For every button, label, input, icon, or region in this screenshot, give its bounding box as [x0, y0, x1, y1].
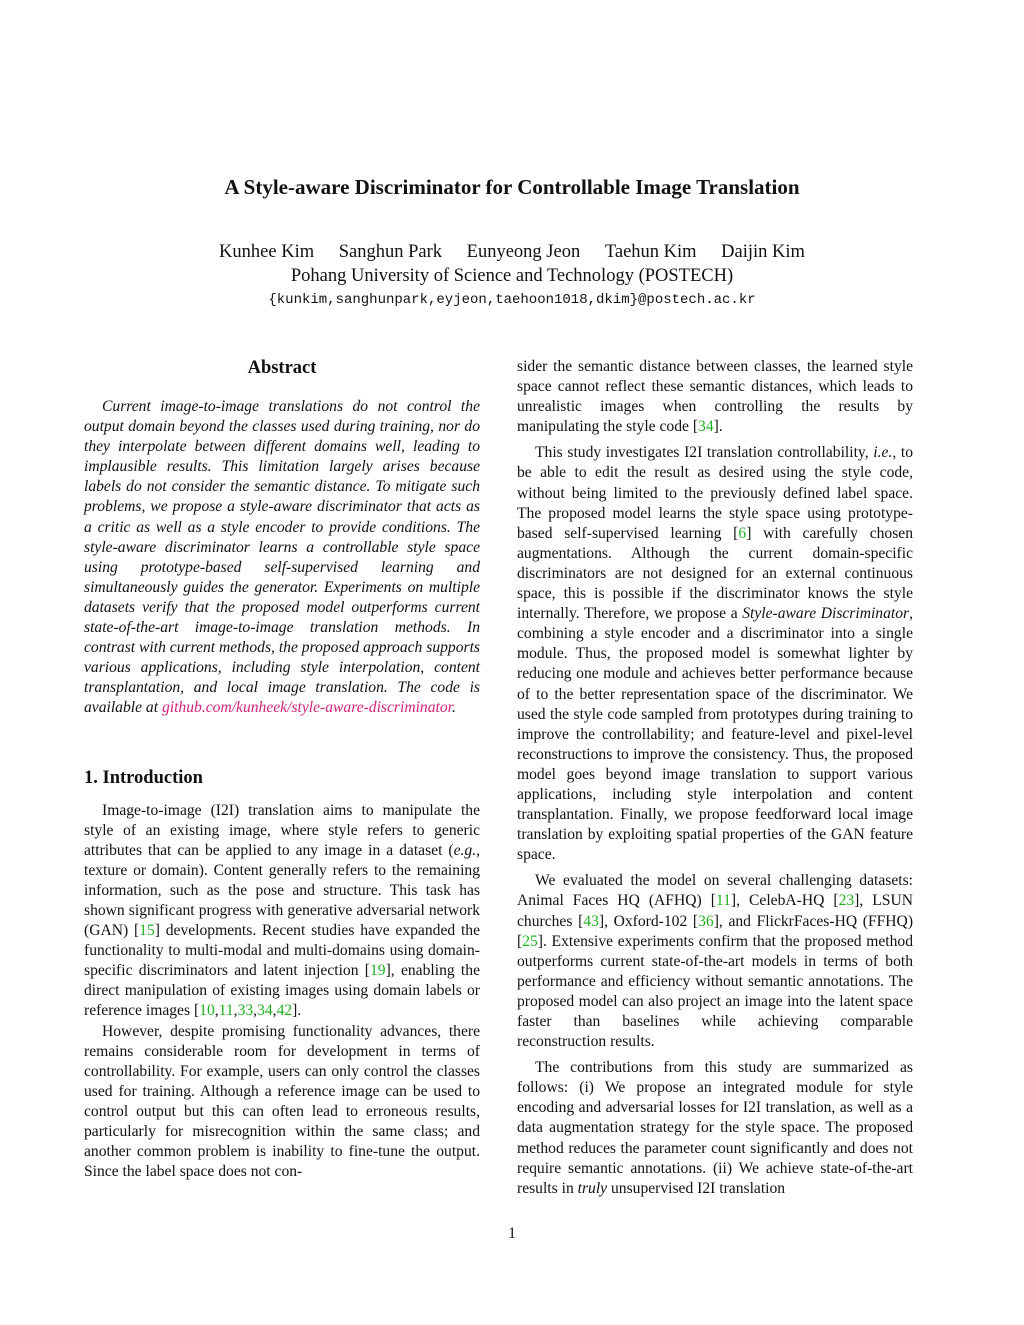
intro-paragraph-2: However, despite promising functionality advances, there remains considerable room for development in terms of controllability. For example, users can only control the classes used for training. Although a reference image can be used to control output but this can often lead to erroneous results, particularly for misrecognition within the same class; and another common problem is inability to fine-tune the output. Since the label space does not con-: [84, 1022, 480, 1181]
citation-link[interactable]: 10: [199, 1002, 215, 1020]
intro-paragraph-4: We evaluated the model on several challenging datasets: Animal Faces HQ (AFHQ) [11], CelebA-HQ [23], LSUN churches [43], Oxford-102 [36], and FlickrFaces-HQ (FFHQ) [25]. Extensive experiments confirm that the proposed method outperforms current state-of-the-art models in terms of both performance and efficiency without semantic annotations. The proposed model can also project an image into the latent space faster than baselines while achieving comparable reconstruction results.: [517, 872, 914, 1051]
citation-link[interactable]: 6: [738, 524, 747, 542]
intro-paragraph-3: This study investigates I2I translation controllability, i.e., to be able to edit the result as desired using the style code, without being limited to the previously defined label space. The proposed model learns the style space using prototype-based self-supervised learning [6] with carefully chosen augmentations. Although the current domain-specific discriminators are not designed for an external continuous space, this is possible if the discriminator knows the style internally. Therefore, we propose a Style-aware Discriminator, combining a style encoder and a discriminator into a single module. Thus, the proposed model is somewhat lighter by reducing one module and achieves better performance because of to the better representation space of the discriminator. We used the style code sampled from prototypes during training to improve the controllability; and feature-level and pixel-level reconstructions to improve the consistency. Thus, the proposed model goes beyond image translation to support various applications, including style interpolation and content transplantation. Finally, we propose feedforward local image translation by exploiting spatial properties of the GAN feature space.: [517, 444, 914, 864]
page-number: 1: [508, 1225, 516, 1242]
intro-paragraph-1: Image-to-image (I2I) translation aims to manipulate the style of an existing image, where style refers to generic attributes that can be applied to any image in a dataset (e.g., texture or domain). Content generally refers to the remaining information, such as the pose and structure. This task has shown significant progress with generative adversarial network (GAN) [15] developments. Recent studies have expanded the functionality to multi-modal and multi-domains using domain-specific discriminators and latent injection [19], enabling the direct manipulation of existing images using domain labels or reference images [10,11,33,34,42].: [84, 801, 480, 1020]
citation-link[interactable]: 42: [276, 1002, 293, 1020]
intro-paragraph-5: The contributions from this study are summarized as follows: (i) We propose an integrated module for style encoding and adversarial losses for I2I translation, as well as a data augmentation strategy for the style space. The proposed method reduces the parameter count significantly and does not require semantic annotations. (ii) We achieve state-of-the-art results in truly unsupervised I2I translation: [517, 1059, 913, 1197]
author-name: Daijin Kim: [721, 242, 805, 262]
citation-link[interactable]: 11: [715, 892, 731, 910]
author-list: [0, 240, 1024, 264]
author-name: Sanghun Park: [338, 242, 443, 262]
right-column: [517, 357, 913, 1199]
abstract-body: Current image-to-image translations do not control the output domain beyond the classes used during training, nor do they interpolate between different domains well, leading to implausible results. This limitation largely arises because labels do not consider the semantic distance. To mitigate such problems, we propose a style-aware discriminator that acts as a critic as well as a style encoder to provide conditions. The style-aware discriminator learns a controllable style space using prototype-based self-supervised learning and simultaneously guides the generator. Experiments on multiple datasets verify that the proposed model outperforms current state-of-the-art image-to-image translation methods. In contrast with current methods, the proposed approach supports various applications, including style interpolation, content transplantation, and local image translation. The code is available at github.com/kunheek/style-aware-discriminator.: [84, 398, 480, 717]
citation-link[interactable]: 11: [218, 1002, 234, 1020]
intro-paragraph-2-cont: sider the semantic distance between classes, the learned style space cannot reflect these semantic distances, which leads to unrealistic images when controlling the results by manipulating the style code [34].: [517, 358, 913, 436]
citation-link[interactable]: 15: [139, 922, 155, 940]
citation-link[interactable]: 34: [698, 418, 714, 436]
paper-title: A Style-aware Discriminator for Controllable Image Translation: [224, 175, 800, 199]
code-link[interactable]: github.com/kunheek/style-aware-discriminator: [161, 699, 452, 717]
citation-link[interactable]: 33: [237, 1002, 254, 1020]
citation-link[interactable]: 36: [698, 912, 714, 930]
citation-link[interactable]: 43: [583, 912, 599, 930]
author-emails: {kunkim,sanghunpark,eyjeon,taehoon1018,dkim}@postech.ac.kr: [268, 292, 756, 308]
author-name: Eunyeong Jeon: [466, 242, 581, 262]
citation-link[interactable]: 23: [838, 892, 855, 910]
author-name: Taehun Kim: [604, 242, 697, 262]
citation-link[interactable]: 25: [522, 932, 538, 950]
affiliation: Pohang University of Science and Technology (POSTECH): [290, 266, 734, 286]
abstract-heading: Abstract: [247, 358, 317, 378]
citation-link[interactable]: 19: [370, 962, 386, 980]
author-name: Kunhee Kim: [219, 242, 315, 262]
left-column: [84, 355, 480, 1182]
citation-link[interactable]: 34: [257, 1002, 273, 1020]
section-heading: 1. Introduction: [84, 767, 203, 788]
